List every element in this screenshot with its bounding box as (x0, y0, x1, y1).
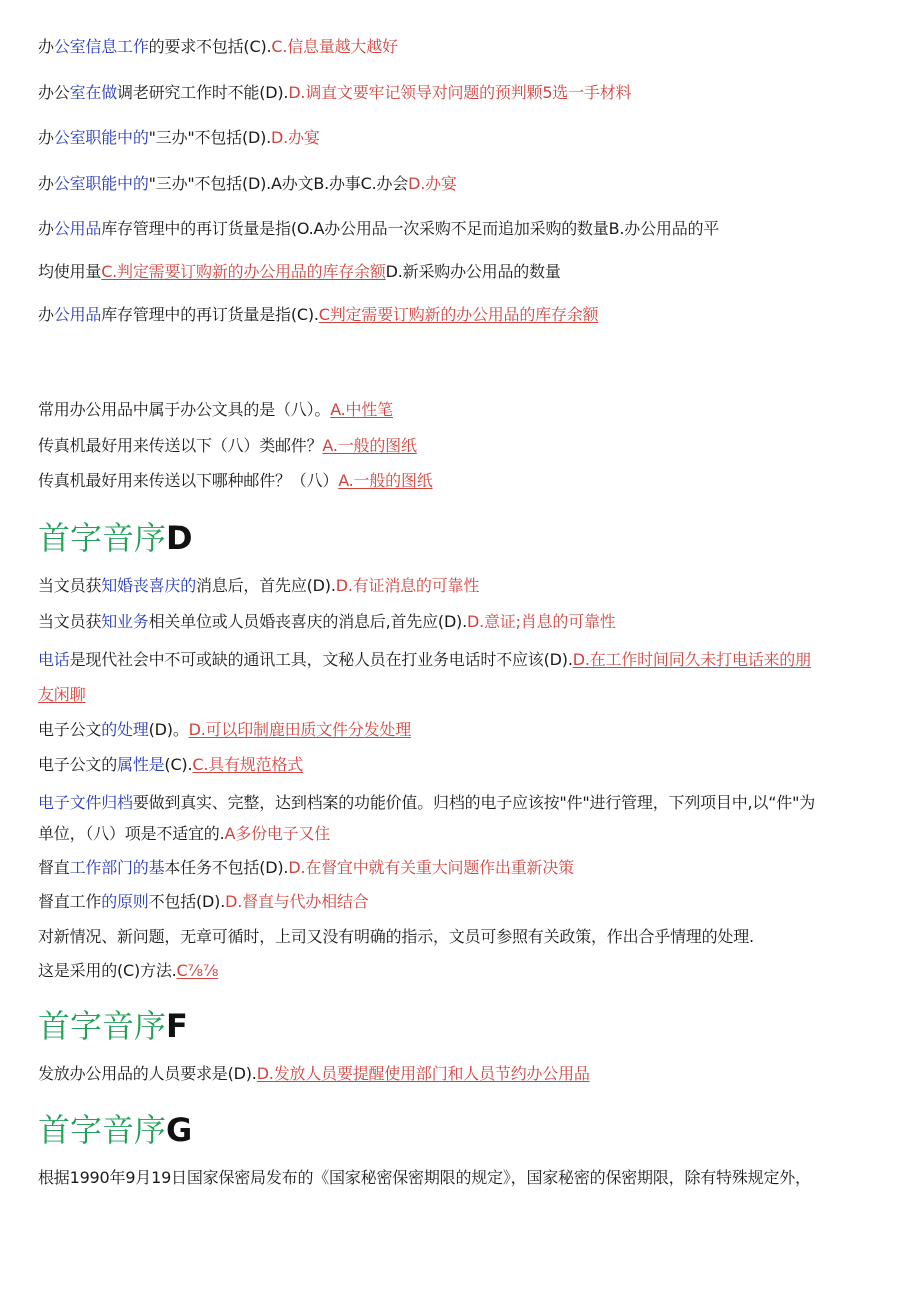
text-line: 电子公文的属性是(C).C.具有规范格式 (38, 755, 304, 774)
text-line: 友闲聊 (38, 685, 86, 704)
text-line: 当文员获知业务相关单位或人员婚丧喜庆的消息后,首先应(D).D.意证;肖息的可靠性 (38, 612, 616, 631)
text-line: 单位，（八）项是不适宜的.A多份电子又住 (38, 824, 331, 843)
text-line: 根据1990年9月19日国家保密局发布的《国家秘密保密期限的规定》，国家秘密的保密期限，除有特殊规定外， (38, 1168, 811, 1187)
section-heading-g: 首字音序G (38, 1111, 193, 1149)
text-line: 当文员获知婚丧喜庆的消息后，首先应(D).D.有证消息的可靠性 (38, 576, 480, 595)
text-line: 督直工作的原则不包括(D).D.督直与代办相结合 (38, 892, 369, 911)
text-line: 传真机最好用来传送以下哪种邮件？（八）A.一般的图纸 (38, 471, 433, 490)
text-line: 办公用品库存管理中的再订货量是指(C).C判定需要订购新的办公用品的库存余额 (38, 305, 599, 324)
text-line: 均使用量C.判定需要订购新的办公用品的库存余额D.新采购办公用品的数量 (38, 262, 561, 281)
text-line: 办公室职能中的"三办"不包括(D).A办文B.办事C.办会D.办宴 (38, 174, 457, 193)
section-heading-d: 首字音序D (38, 519, 193, 557)
text-line: 常用办公用品中属于办公文具的是（八）。A.中性笔 (38, 400, 393, 419)
text-line: 传真机最好用来传送以下（八）类邮件？A.一般的图纸 (38, 436, 417, 455)
text-line: 电子文件归档要做到真实、完整，达到档案的功能价值。归档的电子应该按"件"进行管理，下列项目中,以“件"为 (38, 793, 816, 812)
text-line: 电话是现代社会中不可或缺的通讯工具，文秘人员在打业务电话时不应该(D).D.在工作时间同久未打电话来的朋 (38, 650, 811, 669)
text-line: 办公室在做调老研究工作时不能(D).D.调直文要牢记领导对问题的预判颗5选一手材料 (38, 83, 632, 102)
text-line: 电子公文的处理(D)。D.可以印制鹿田质文件分发处理 (38, 720, 412, 739)
text-line: 办公室信息工作的要求不包括(C).C.信息量越大越好 (38, 37, 398, 56)
text-line: 这是采用的(C)方法.C⅞⅞ (38, 961, 219, 980)
text-line: 办公室职能中的"三办"不包括(D).D.办宴 (38, 128, 320, 147)
text-line: 督直工作部门的基本任务不包括(D).D.在督宜中就有关重大问题作出重新决策 (38, 858, 574, 877)
text-line: 办公用品库存管理中的再订货量是指(O.A办公用品一次采购不足而追加采购的数量B.办公用品的平 (38, 219, 720, 238)
text-line: 发放办公用品的人员要求是(D).D.发放人员要提醒使用部门和人员节约办公用品 (38, 1064, 590, 1083)
text-line: 对新情况、新问题，无章可循时，上司又没有明确的指示，文员可参照有关政策，作出合乎情理的处理. (38, 927, 754, 946)
section-heading-f: 首字音序F (38, 1007, 188, 1045)
